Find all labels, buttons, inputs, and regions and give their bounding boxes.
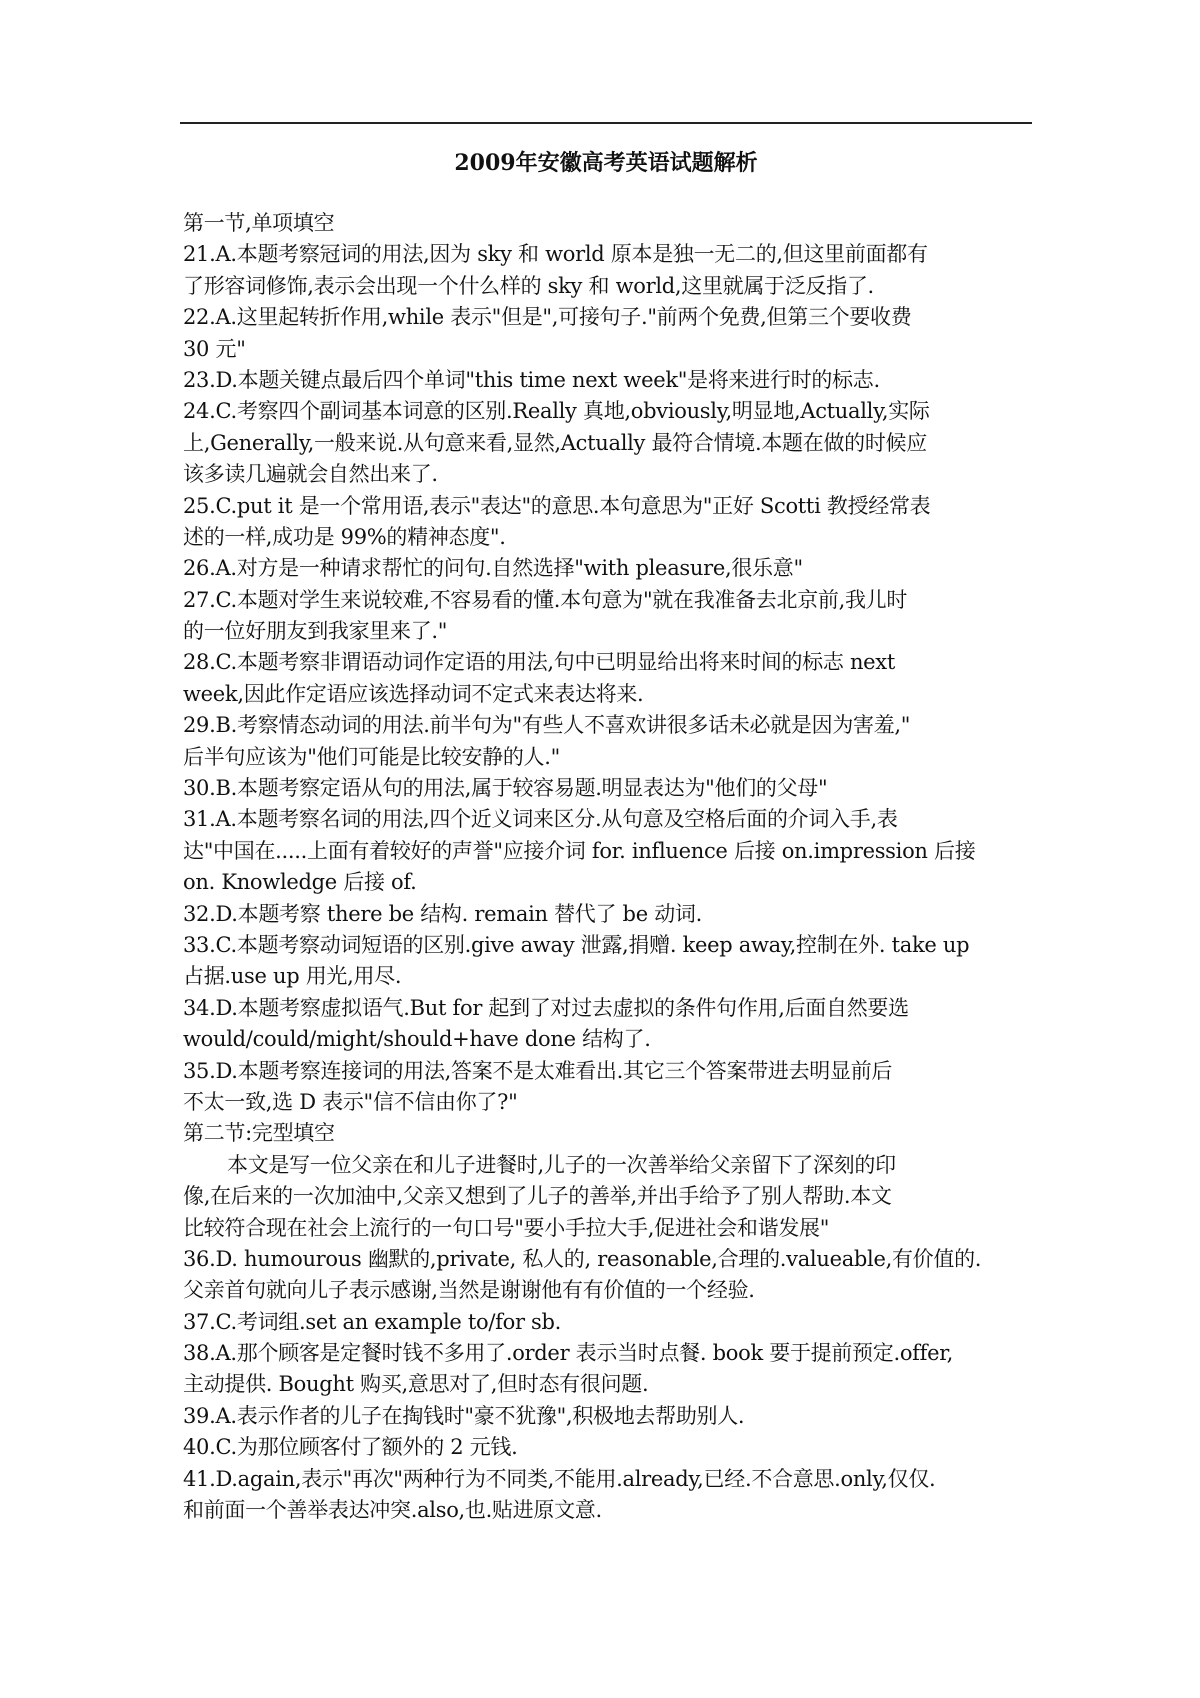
text-line: 41.D.again,表示"再次"两种行为不同类,不能用.already,已经.不合意思.only,仅仅. bbox=[183, 1466, 936, 1491]
text-line: 35.D.本题考察连接词的用法,答案不是太难看出.其它三个答案带进去明显前后 bbox=[183, 1058, 893, 1083]
text-line: 33.C.本题考察动词短语的区别.give away 泄露,捐赠. keep away,控制在外. take up bbox=[183, 932, 970, 957]
text-line: 30 元" bbox=[183, 336, 246, 361]
header-rule bbox=[180, 122, 1032, 124]
document-title: 2009年安徽高考英语试题解析 bbox=[454, 150, 758, 176]
text-line: 34.D.本题考察虚拟语气.But for 起到了对过去虚拟的条件句作用,后面自然要选 bbox=[183, 995, 909, 1020]
text-line: 30.B.本题考察定语从句的用法,属于较容易题.明显表达为"他们的父母" bbox=[183, 776, 828, 801]
text-line: 32.D.本题考察 there be 结构. remain 替代了 be 动词. bbox=[183, 901, 702, 926]
text-line: 29.B.考察情态动词的用法.前半句为"有些人不喜欢讲很多话未必就是因为害羞," bbox=[183, 713, 911, 738]
text-line: 23.D.本题关键点最后四个单词"this time next week"是将来进行时的标志. bbox=[183, 367, 880, 392]
text-line: on. Knowledge 后接 of. bbox=[183, 870, 417, 895]
text-line: 28.C.本题考察非谓语动词作定语的用法,句中已明显给出将来时间的标志 next bbox=[183, 650, 895, 675]
text-line: 21.A.本题考察冠词的用法,因为 sky 和 world 原本是独一无二的,但这里前面都有 bbox=[183, 242, 928, 267]
text-line: 26.A.对方是一种请求帮忙的问句.自然选择"with pleasure,很乐意" bbox=[183, 556, 803, 581]
text-line: 上,Generally,一般来说.从句意来看,显然,Actually 最符合情境.本题在做的时候应 bbox=[183, 430, 927, 455]
text-line: 39.A.表示作者的儿子在掏钱时"豪不犹豫",积极地去帮助别人. bbox=[183, 1403, 745, 1428]
text-line: 像,在后来的一次加油中,父亲又想到了儿子的善举,并出手给予了别人帮助.本文 bbox=[183, 1184, 892, 1209]
text-line: 后半句应该为"他们可能是比较安静的人." bbox=[183, 744, 560, 769]
text-line: 该多读几遍就会自然出来了. bbox=[183, 462, 438, 487]
text-line: 40.C.为那位顾客付了额外的 2 元钱. bbox=[183, 1435, 518, 1460]
text-line: week,因此作定语应该选择动词不定式来表达将来. bbox=[183, 681, 644, 706]
text-line: 了形容词修饰,表示会出现一个什么样的 sky 和 world,这里就属于泛反指了. bbox=[183, 273, 874, 298]
text-line: 25.C.put it 是一个常用语,表示"表达"的意思.本句意思为"正好 Scotti 教授经常表 bbox=[183, 493, 931, 518]
text-line: 父亲首句就向儿子表示感谢,当然是谢谢他有有价值的一个经验. bbox=[183, 1278, 755, 1303]
text-line: 和前面一个善举表达冲突.also,也.贴进原文意. bbox=[183, 1498, 602, 1523]
text-line: 述的一样,成功是 99%的精神态度". bbox=[183, 524, 506, 549]
text-line: 比较符合现在社会上流行的一句口号"要小手拉大手,促进社会和谐发展" bbox=[183, 1215, 830, 1240]
document-body bbox=[183, 208, 1029, 1526]
text-line: 27.C.本题对学生来说较难,不容易看的懂.本句意为"就在我准备去北京前,我儿时 bbox=[183, 587, 908, 612]
text-line: 占据.use up 用光,用尽. bbox=[183, 964, 402, 989]
text-line: 38.A.那个顾客是定餐时钱不多用了.order 表示当时点餐. book 要于提前预定.offer, bbox=[183, 1341, 954, 1366]
text-line: 第一节,单项填空 bbox=[183, 211, 335, 235]
text-line: 主动提供. Bought 购买,意思对了,但时态有很问题. bbox=[183, 1372, 649, 1397]
text-line: 达"中国在.....上面有着较好的声誉"应接介词 for. influence 后接 on.impression 后接 bbox=[183, 838, 976, 863]
text-line: 36.D. humourous 幽默的,private, 私人的, reasonable,合理的.valueable,有价值的. bbox=[183, 1246, 982, 1271]
text-line: 本文是写一位父亲在和儿子进餐时,儿子的一次善举给父亲留下了深刻的印 bbox=[227, 1152, 896, 1177]
text-line: 的一位好朋友到我家里来了." bbox=[183, 619, 448, 644]
text-line: would/could/might/should+have done 结构了. bbox=[183, 1027, 651, 1052]
text-line: 22.A.这里起转折作用,while 表示"但是",可接句子."前两个免费,但第三个要收费 bbox=[183, 305, 912, 330]
text-line: 31.A.本题考察名词的用法,四个近义词来区分.从句意及空格后面的介词入手,表 bbox=[183, 807, 898, 832]
text-line: 37.C.考词组.set an example to/for sb. bbox=[183, 1309, 562, 1334]
text-line: 24.C.考察四个副词基本词意的区别.Really 真地,obviously,明显地,Actually,实际 bbox=[183, 399, 930, 424]
text-line: 第二节:完型填空 bbox=[183, 1121, 335, 1146]
text-line: 不太一致,选 D 表示"信不信由你了?" bbox=[183, 1089, 518, 1114]
